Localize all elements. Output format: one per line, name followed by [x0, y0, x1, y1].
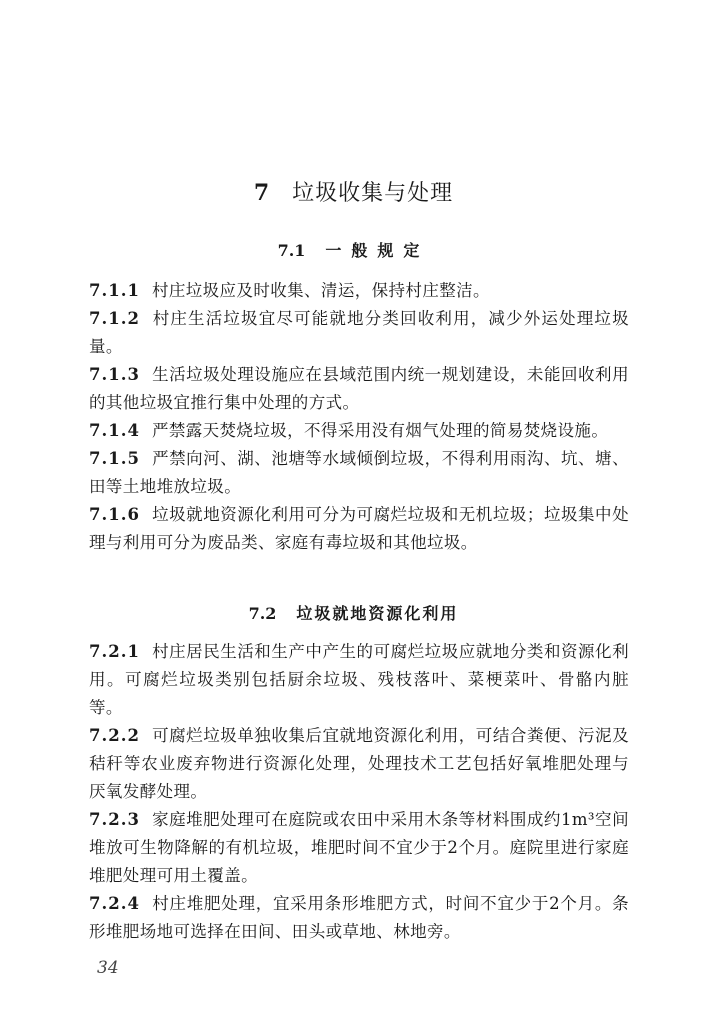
section-title	[0, 601, 707, 624]
clause-7-1-4	[89, 417, 629, 445]
clause-number: 7.1.6	[89, 505, 140, 524]
clause-number: 7.2.3	[89, 810, 140, 829]
clause-7-1-2	[89, 305, 629, 361]
clause-7-1-5	[89, 445, 629, 501]
clause-text: 村庄垃圾应及时收集、清运，保持村庄整洁。	[151, 281, 490, 300]
clause-text: 村庄生活垃圾宜尽可能就地分类回收利用，减少外运处理垃圾量。	[89, 309, 629, 356]
section-number: 7.1	[277, 241, 306, 260]
clause-7-1-6	[89, 501, 629, 557]
clause-number: 7.2.2	[89, 726, 140, 745]
clause-text: 严禁向河、湖、池塘等水域倾倒垃圾，不得利用雨沟、坑、塘、田等土地堆放垃圾。	[89, 449, 629, 496]
section-number: 7.2	[248, 604, 277, 623]
clause-number: 7.1.5	[89, 449, 140, 468]
clause-number: 7.1.2	[89, 309, 140, 328]
clause-number: 7.2.4	[89, 894, 140, 913]
clause-text: 家庭堆肥处理可在庭院或农田中采用木条等材料围成约1m³空间堆放可生物降解的有机垃圾，堆肥时间不宜少于2个月。庭院里进行家庭堆肥处理可用土覆盖。	[89, 810, 629, 885]
chapter-number: 7	[253, 180, 271, 206]
chapter-title	[0, 176, 707, 207]
clause-text: 可腐烂垃圾单独收集后宜就地资源化利用，可结合粪便、污泥及秸秆等农业废弃物进行资源化处理，处理技术工艺包括好氧堆肥处理与厌氧发酵处理。	[89, 726, 629, 801]
section-body	[89, 277, 629, 557]
clause-7-1-3	[89, 361, 629, 417]
clause-7-1-1	[89, 277, 629, 305]
clause-text: 垃圾就地资源化利用可分为可腐烂垃圾和无机垃圾；垃圾集中处理与利用可分为废品类、家庭有毒垃圾和其他垃圾。	[89, 505, 629, 552]
clause-7-2-2	[89, 722, 629, 806]
clause-number: 7.1.1	[89, 281, 140, 300]
section-title	[0, 238, 707, 261]
clause-text: 严禁露天焚烧垃圾，不得采用没有烟气处理的简易焚烧设施。	[151, 421, 609, 440]
section-body	[89, 638, 629, 946]
clause-7-2-3	[89, 806, 629, 890]
section-title-text: 垃圾就地资源化利用	[296, 604, 459, 623]
page-number: 34	[97, 958, 119, 978]
section-title-text: 一般规定	[325, 241, 430, 260]
clause-7-2-1	[89, 638, 629, 722]
clause-7-2-4	[89, 890, 629, 946]
chapter-title-text: 垃圾收集与处理	[292, 181, 454, 206]
clause-number: 7.1.3	[89, 365, 140, 384]
clause-text: 生活垃圾处理设施应在县域范围内统一规划建设，未能回收利用的其他垃圾宜推行集中处理的方式。	[89, 365, 629, 412]
clause-text: 村庄堆肥处理，宜采用条形堆肥方式，时间不宜少于2个月。条形堆肥场地可选择在田间、田头或草地、林地旁。	[89, 894, 629, 941]
clause-text: 村庄居民生活和生产中产生的可腐烂垃圾应就地分类和资源化利用。可腐烂垃圾类别包括厨余垃圾、残枝落叶、菜梗菜叶、骨骼内脏等。	[89, 642, 629, 717]
clause-number: 7.1.4	[89, 421, 140, 440]
clause-number: 7.2.1	[89, 642, 140, 661]
